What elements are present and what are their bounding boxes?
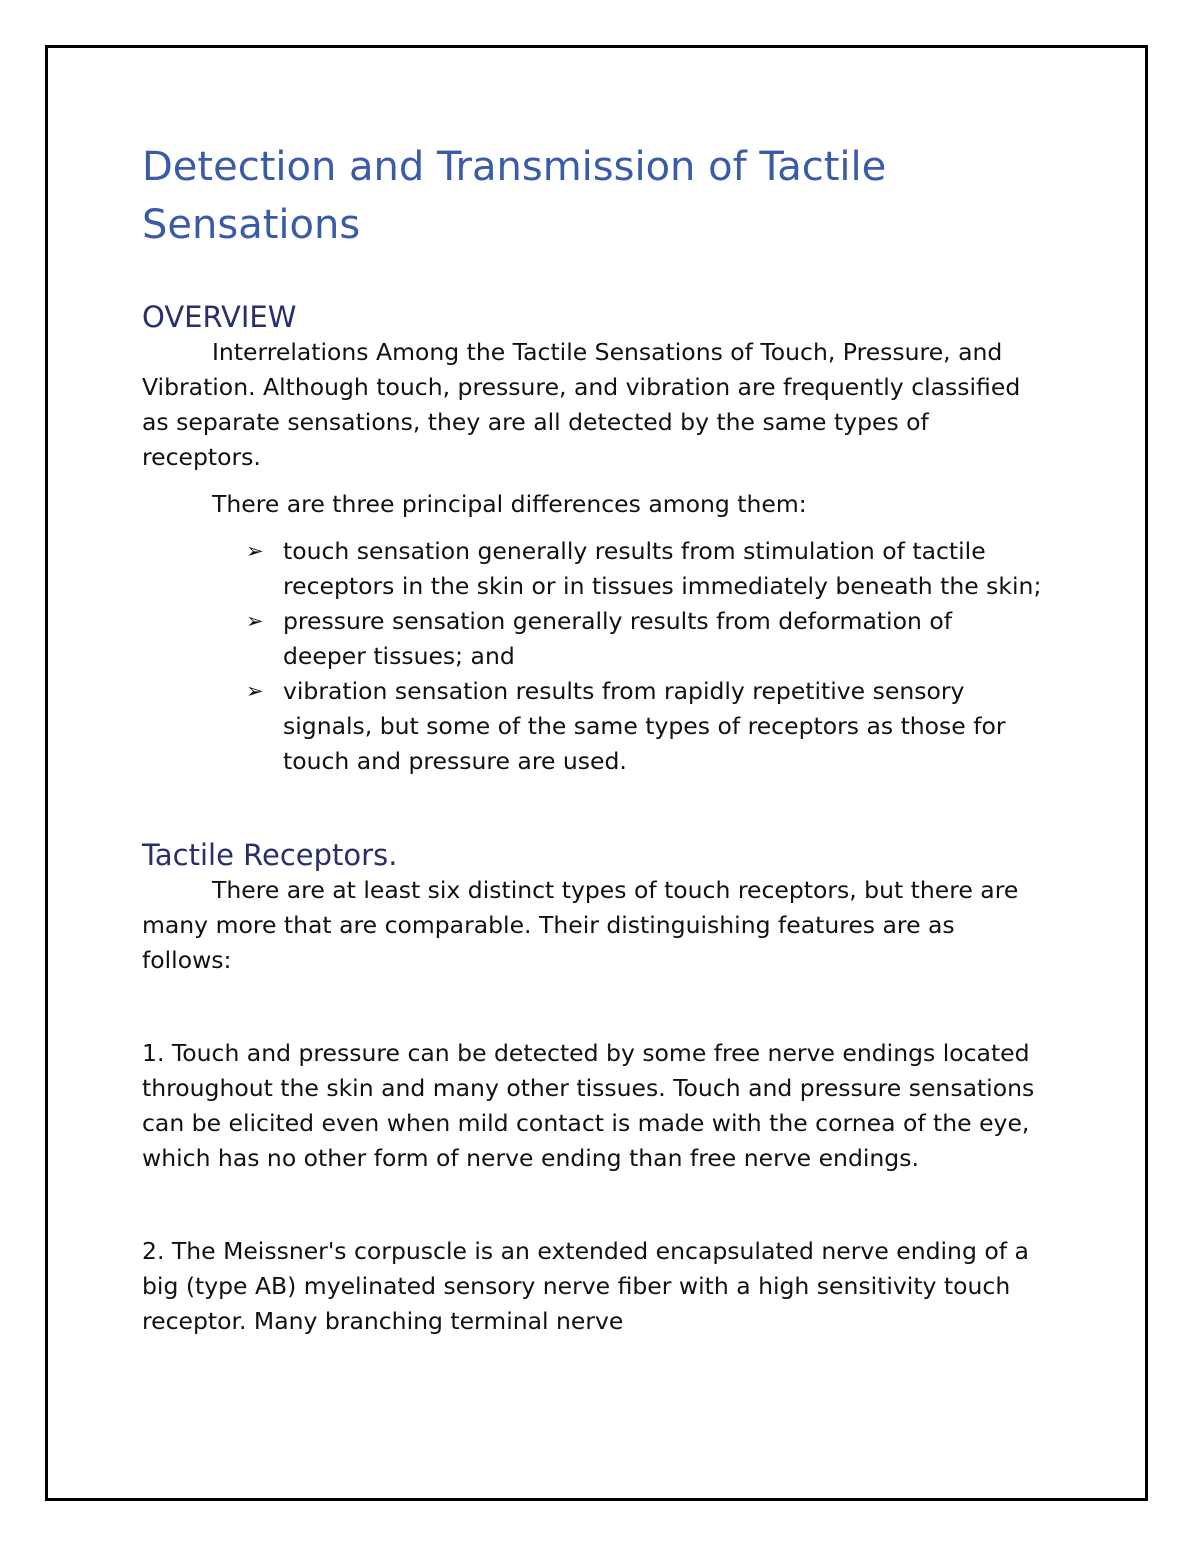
overview-paragraph: Interrelations Among the Tactile Sensations of Touch, Pressure, and Vibration. Although touch, pressure, and vibration are frequently classified as separate sensations, they are all detected by the same types of receptors. [142, 338, 1021, 471]
arrow-bullet-icon: ➢ [246, 539, 264, 563]
list-item [246, 534, 1042, 604]
numbered-paragraph-1: 1. Touch and pressure can be detected by some free nerve endings located throughout the skin and many other tissues. Touch and pressure sensations can be elicited even when mild contact is made with the cornea of the eye, which has no other form of nerve ending than free nerve endings. [142, 1039, 1035, 1172]
list-item-text: touch sensation generally results from stimulation of tactile receptors in the skin or in tissues immediately beneath the skin; [283, 537, 1042, 600]
numbered-paragraph-2: 2. The Meissner's corpuscle is an extended encapsulated nerve ending of a big (type AB) myelinated sensory nerve fiber with a high sensitivity touch receptor. Many branching terminal nerve [142, 1237, 1029, 1335]
document-body [142, 138, 1042, 1339]
document-title: Detection and Transmission of Tactile Sensations [142, 144, 887, 248]
list-item [246, 604, 1042, 674]
arrow-bullet-icon: ➢ [246, 609, 264, 633]
differences-list [142, 534, 1042, 779]
overview-heading: OVERVIEW [142, 300, 297, 334]
list-item-text: vibration sensation results from rapidly repetitive sensory signals, but some of the same types of receptors as those for touch and pressure are used. [283, 677, 1006, 775]
tactile-receptors-intro: There are at least six distinct types of touch receptors, but there are many more that are comparable. Their distinguishing features are as follows: [142, 876, 1019, 974]
differences-intro: There are three principal differences among them: [212, 490, 807, 518]
arrow-bullet-icon: ➢ [246, 679, 264, 703]
tactile-receptors-heading: Tactile Receptors. [142, 838, 398, 872]
list-item-text: pressure sensation generally results from deformation of deeper tissues; and [283, 607, 952, 670]
list-item [246, 674, 1042, 779]
